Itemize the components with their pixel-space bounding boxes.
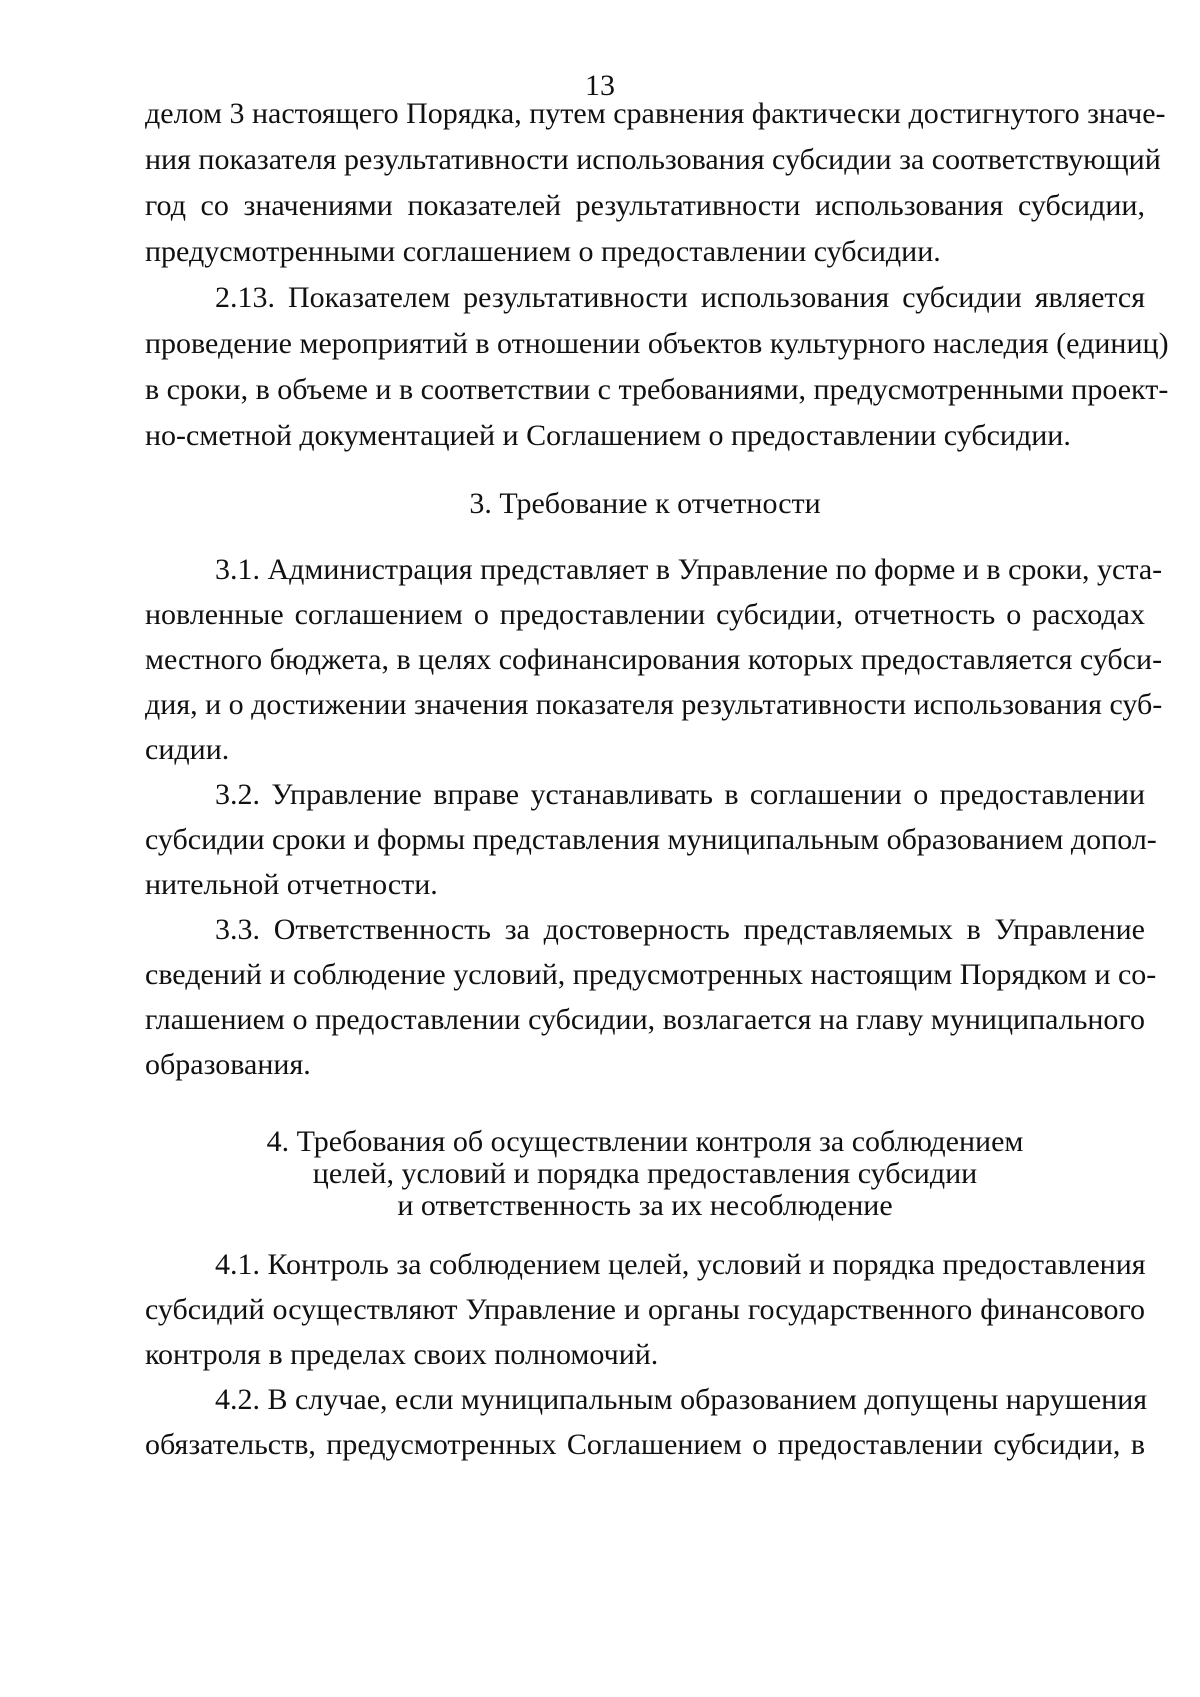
paragraph-line: субсидий осуществляют Управление и органы государственного финансового — [145, 1293, 1145, 1326]
paragraph-line: сведений и соблюдение условий, предусмотренных настоящим Порядком и со- — [145, 958, 1157, 991]
paragraph-line: контроля в пределах своих полномочий. — [145, 1338, 659, 1371]
section-heading: 4. Требования об осуществлении контроля за соблюдением — [266, 1125, 1024, 1158]
paragraph-line: предусмотренными соглашением о предоставлении субсидии. — [145, 235, 941, 268]
paragraph-line: нительной отчетности. — [145, 868, 438, 901]
paragraph-line: 2.13. Показателем результативности использования субсидии является — [215, 281, 1145, 314]
paragraph-line: ния показателя результативности использования субсидии за соответствующий — [145, 143, 1161, 176]
paragraph-line: глашением о предоставлении субсидии, возлагается на главу муниципального — [145, 1003, 1145, 1036]
paragraph-line: проведение мероприятий в отношении объектов культурного наследия (единиц) — [145, 327, 1169, 360]
paragraph-line: обязательств, предусмотренных Соглашением о предоставлении субсидии, в — [145, 1428, 1145, 1461]
section-heading: целей, условий и порядка предоставления субсидии — [312, 1157, 978, 1190]
paragraph-line: год со значениями показателей результативности использования субсидии, — [145, 189, 1145, 222]
page-number: 13 — [585, 69, 615, 102]
section-heading: 3. Требование к отчетности — [469, 487, 821, 520]
paragraph-line: местного бюджета, в целях софинансирования которых предоставляется субси- — [145, 643, 1163, 676]
paragraph-line: но-сметной документацией и Соглашением о предоставлении субсидии. — [145, 419, 1071, 452]
paragraph-line: 4.1. Контроль за соблюдением целей, условий и порядка предоставления — [215, 1248, 1146, 1281]
paragraph-line: дия, и о достижении значения показателя результативности использования суб- — [145, 688, 1163, 721]
paragraph-line: образования. — [145, 1048, 311, 1081]
paragraph-line: субсидии сроки и формы представления муниципальным образованием допол- — [145, 823, 1157, 856]
paragraph-line: 3.2. Управление вправе устанавливать в соглашении о предоставлении — [215, 778, 1145, 811]
paragraph-line: 3.3. Ответственность за достоверность представляемых в Управление — [215, 913, 1145, 946]
paragraph-line: новленные соглашением о предоставлении субсидии, отчетность о расходах — [145, 598, 1145, 631]
paragraph-line: в сроки, в объеме и в соответствии с требованиями, предусмотренными проект- — [145, 373, 1169, 406]
paragraph-line: 3.1. Администрация представляет в Управление по форме и в сроки, уста- — [215, 553, 1163, 586]
paragraph-line: делом 3 настоящего Порядка, путем сравнения фактически достигнутого значе- — [145, 97, 1166, 130]
paragraph-line: сидии. — [145, 733, 230, 766]
section-heading: и ответственность за их несоблюдение — [397, 1189, 893, 1222]
paragraph-line: 4.2. В случае, если муниципальным образованием допущены нарушения — [215, 1383, 1148, 1416]
